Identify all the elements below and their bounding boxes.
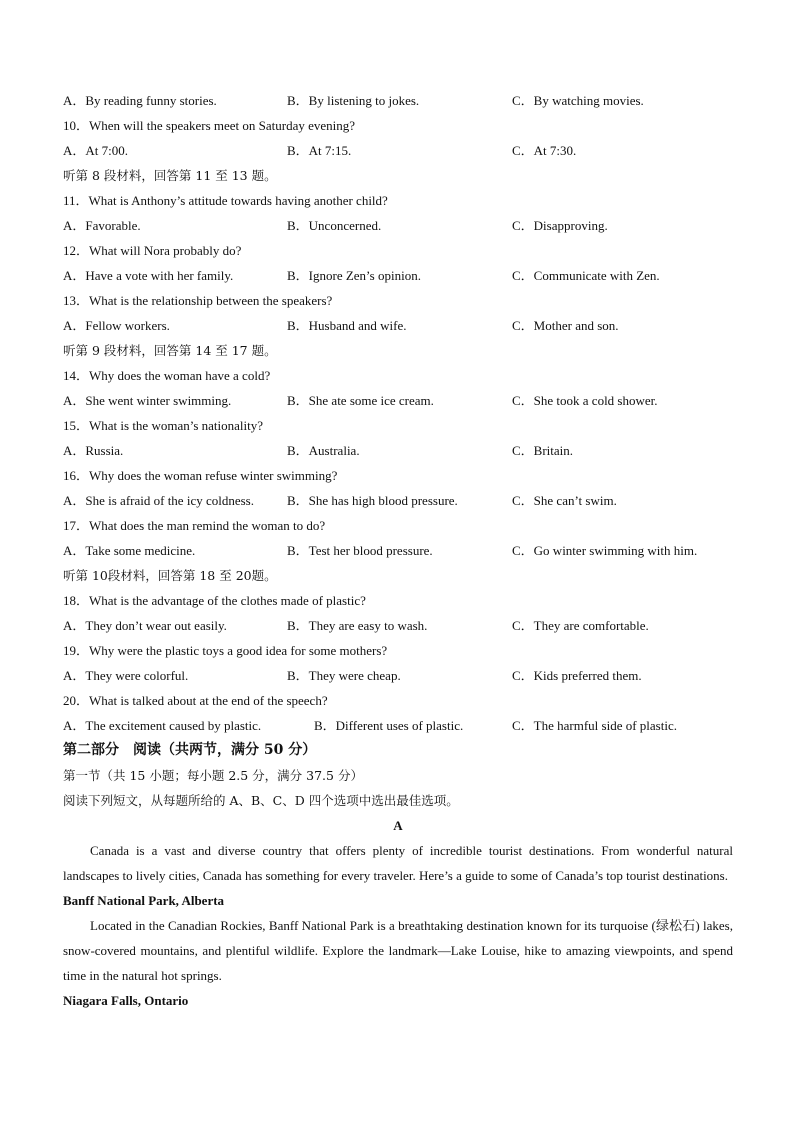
part-2-subtitle: 第一节（共 15 小题；每小题 2.5 分，满分 37.5 分） [63,768,363,783]
question-15: 15．What is the woman’s nationality? [63,418,264,433]
option-a: A．At 7:00. [63,143,129,158]
option-c: C．Britain. [512,443,574,458]
option-c: C．The harmful side of plastic. [512,718,677,733]
option-a: A．She is afraid of the icy coldness. [63,493,254,508]
option-c: C．Disapproving. [512,218,608,233]
q15-options [63,438,733,463]
exam-page [63,88,733,1013]
option-a: A．Russia. [63,443,124,458]
niagara-heading: Niagara Falls, Ontario [63,993,189,1008]
option-b: B．Unconcerned. [287,218,382,233]
option-b: B．Ignore Zen’s opinion. [287,268,421,283]
option-a: A．Take some medicine. [63,543,196,558]
question-20: 20．What is talked about at the end of the speech? [63,693,328,708]
section-9-heading: 听第 9 段材料，回答第 14 至 17 题。 [63,343,277,358]
option-b: B．At 7:15. [287,143,352,158]
option-b: B．Test her blood pressure. [287,543,433,558]
option-a: A．Fellow workers. [63,318,170,333]
part-2-instructions: 阅读下列短文，从每题所给的 A、B、C、D 四个选项中选出最佳选项。 [63,793,459,808]
q14-options [63,388,733,413]
banff-paragraph: Located in the Canadian Rockies, Banff National Park is a breathtaking destination known for its turquoise (绿松石) lakes, snow-covered mountains, and plentiful wildlife. Explore the landmark—Lake Louise, hike to amazing viewpoints, and spend time in the natural hot springs. [63,918,733,983]
option-a: A．The excitement caused by plastic. [63,718,262,733]
option-c: C．Communicate with Zen. [512,268,660,283]
q10-options [63,138,733,163]
option-a: A．They were colorful. [63,668,189,683]
q17-options [63,538,733,563]
option-c: C．By watching movies. [512,93,644,108]
section-8-heading: 听第 8 段材料，回答第 11 至 13 题。 [63,168,277,183]
question-11: 11．What is Anthony’s attitude towards having another child? [63,193,388,208]
option-a: A．They don’t wear out easily. [63,618,227,633]
option-c: C．She can’t swim. [512,493,617,508]
question-10: 10．When will the speakers meet on Saturday evening? [63,118,356,133]
q13-options [63,313,733,338]
q11-options [63,213,733,238]
q19-options [63,663,733,688]
question-14: 14．Why does the woman have a cold? [63,368,271,383]
q12-options [63,263,733,288]
option-a: A．By reading funny stories. [63,93,217,108]
option-c: C．Kids preferred them. [512,668,642,683]
option-b: B．They were cheap. [287,668,401,683]
option-b: B．She ate some ice cream. [287,393,434,408]
q16-options [63,488,733,513]
question-13: 13．What is the relationship between the speakers? [63,293,333,308]
question-19: 19．Why were the plastic toys a good idea for some mothers? [63,643,388,658]
option-c: C．Mother and son. [512,318,619,333]
question-18: 18．What is the advantage of the clothes made of plastic? [63,593,366,608]
section-10-heading: 听第 10段材料，回答第 18 至 20题。 [63,568,277,583]
option-a: A．She went winter swimming. [63,393,232,408]
question-12: 12．What will Nora probably do? [63,243,242,258]
option-a: A．Favorable. [63,218,141,233]
option-b: B．Australia. [287,443,360,458]
question-17: 17．What does the man remind the woman to do? [63,518,326,533]
option-b: B．They are easy to wash. [287,618,428,633]
q9-options [63,88,733,113]
option-c: C．They are comfortable. [512,618,649,633]
option-c: C．At 7:30. [512,143,577,158]
q20-options [63,713,733,738]
option-c: C．Go winter swimming with him. [512,543,698,558]
banff-heading: Banff National Park, Alberta [63,893,225,908]
q18-options [63,613,733,638]
option-c: C．She took a cold shower. [512,393,658,408]
option-b: B．Husband and wife. [287,318,407,333]
option-b: B．She has high blood pressure. [287,493,458,508]
part-2-title: 第二部分 阅读（共两节，满分 50 分） [63,742,317,758]
option-b: B．Different uses of plastic. [314,718,464,733]
option-b: B．By listening to jokes. [287,93,420,108]
question-16: 16．Why does the woman refuse winter swimming? [63,468,338,483]
passage-label: A [393,818,403,833]
option-a: A．Have a vote with her family. [63,268,234,283]
passage-intro: Canada is a vast and diverse country that offers plenty of incredible tourist destinations. From wonderful natural landscapes to lively cities, Canada has something for every traveler. Here’s a guide to some of Canada’s top tourist destinations. [63,843,733,883]
